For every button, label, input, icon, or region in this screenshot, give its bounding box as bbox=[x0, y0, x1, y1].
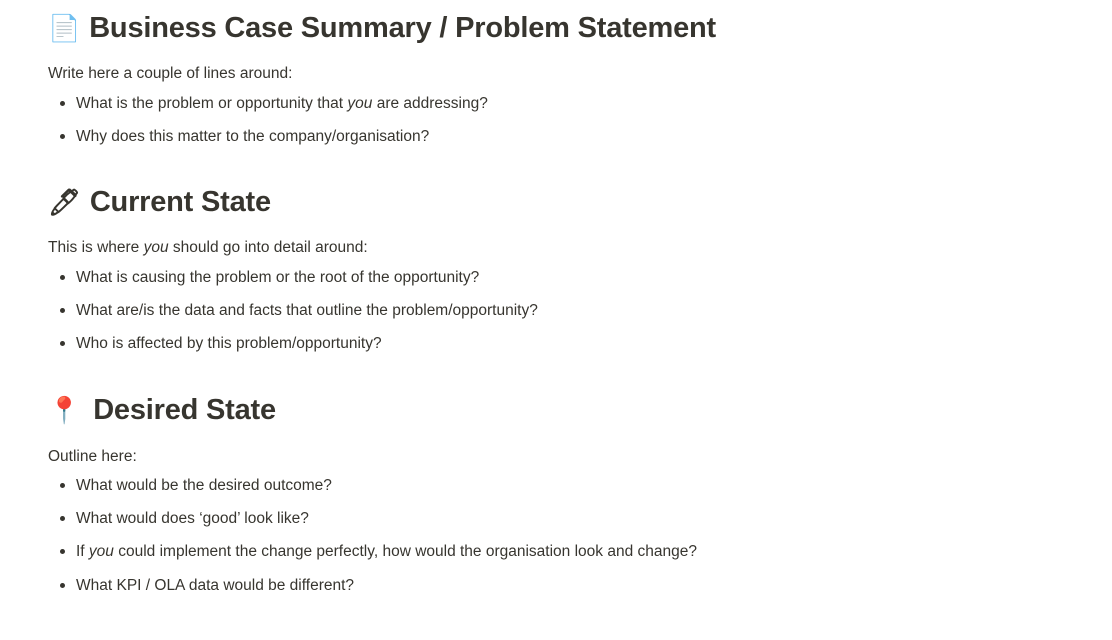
bullet-list bbox=[48, 474, 1064, 597]
list-item bbox=[76, 299, 1064, 322]
bullet-list bbox=[48, 266, 1064, 356]
emphasis-text: you bbox=[143, 239, 169, 257]
list-item bbox=[76, 332, 1064, 355]
text-run: should go into detail around: bbox=[168, 239, 368, 257]
section-heading-desired-state bbox=[48, 392, 1064, 428]
heading-text: Current State bbox=[89, 186, 271, 218]
list-item bbox=[76, 540, 1064, 563]
section-heading-current-state bbox=[48, 184, 1064, 220]
text-run: What is causing the problem or the root of the opportunity? bbox=[76, 268, 480, 286]
pin-icon: 📍 bbox=[48, 395, 81, 426]
text-run: If bbox=[76, 543, 89, 561]
section-intro: Write here a couple of lines around: bbox=[48, 65, 293, 83]
section-intro: Outline here: bbox=[48, 447, 137, 465]
text-run: What KPI / OLA data would be different? bbox=[76, 576, 355, 594]
text-run: Who is affected by this problem/opportunity? bbox=[76, 335, 382, 352]
emphasis-text: you bbox=[347, 94, 373, 112]
list-item bbox=[76, 507, 1064, 530]
text-run: This is where bbox=[48, 239, 144, 257]
list-item bbox=[76, 474, 1064, 497]
spacer bbox=[48, 355, 1064, 392]
list-item bbox=[76, 266, 1064, 289]
list-item bbox=[76, 574, 1064, 597]
list-item bbox=[76, 125, 1064, 148]
section-current-state bbox=[48, 184, 1064, 355]
text-run: are addressing? bbox=[372, 94, 488, 112]
text-run: What would be the desired outcome? bbox=[76, 476, 332, 494]
heading-text: Business Case Summary / Problem Statement bbox=[89, 12, 716, 44]
page-icon: 📄 bbox=[48, 13, 81, 44]
list-item bbox=[76, 92, 1064, 115]
emphasis-text: you bbox=[88, 543, 114, 561]
pen-icon: 🖊 bbox=[48, 187, 81, 218]
bullet-list bbox=[48, 92, 1064, 149]
heading-text: Desired State bbox=[93, 394, 276, 427]
section-desired-state bbox=[48, 392, 1064, 597]
page-title bbox=[48, 10, 1064, 46]
section-intro bbox=[48, 236, 1064, 259]
text-run: could implement the change perfectly, how would the organisation look and change? bbox=[113, 543, 697, 561]
text-run: What are/is the data and facts that outline the problem/opportunity? bbox=[76, 301, 538, 319]
text-run: What is the problem or opportunity that bbox=[76, 94, 348, 112]
text-run: What would does ‘good’ look like? bbox=[76, 510, 309, 527]
spacer bbox=[48, 148, 1064, 184]
section-business-case-summary bbox=[48, 10, 1064, 148]
text-run: Why does this matter to the company/organisation? bbox=[76, 127, 430, 145]
